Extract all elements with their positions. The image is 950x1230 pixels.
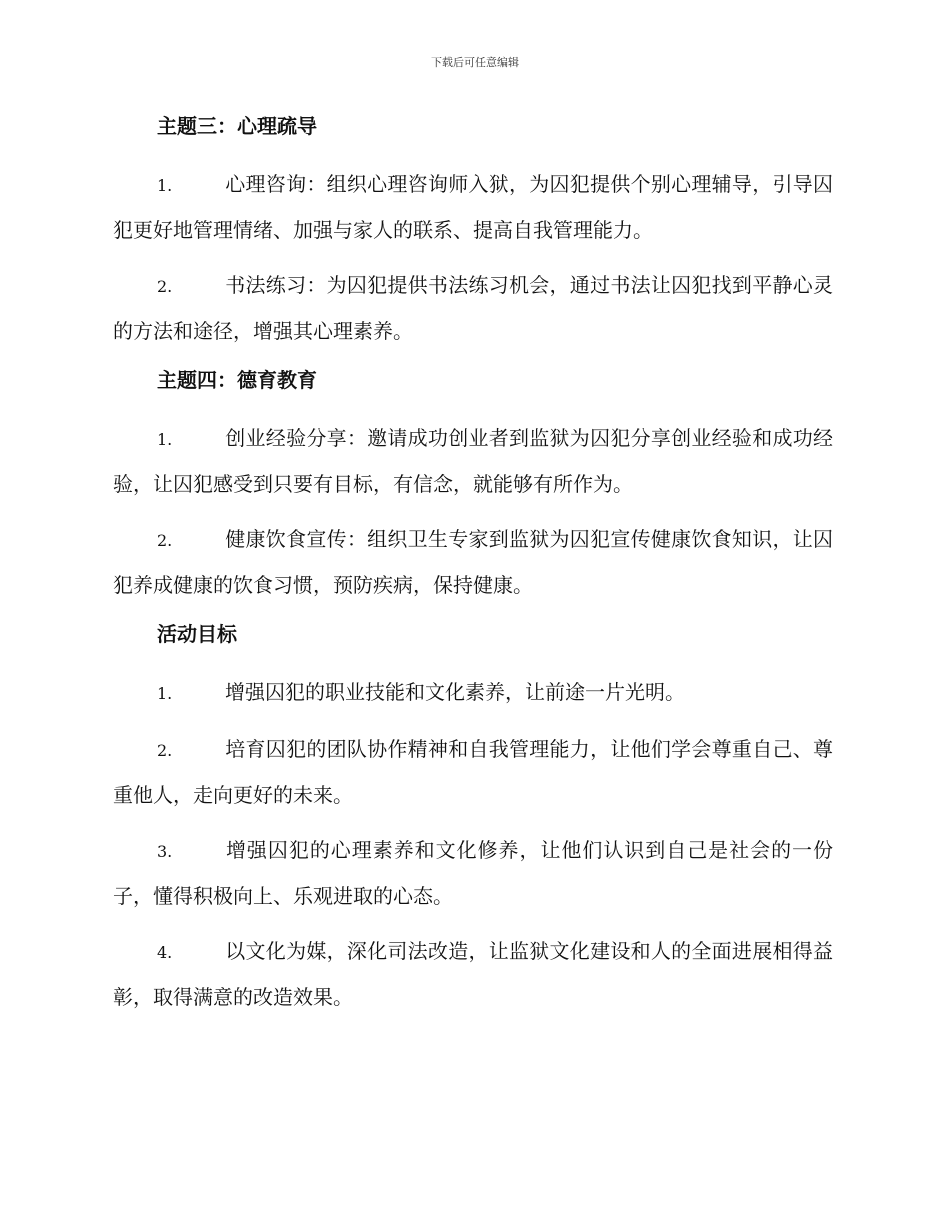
list-item	[113, 929, 833, 1019]
section-heading: 活动目标	[157, 622, 237, 646]
list-item-text: 心理咨询：组织心理咨询师入狱，为囚犯提供个别心理辅导，引导囚犯更好地管理情绪、加强与家人的联系、提高自我管理能力。	[113, 172, 833, 242]
list-item	[113, 670, 833, 716]
list-item-text: 培育囚犯的团队协作精神和自我管理能力，让他们学会尊重自己、尊重他人，走向更好的未来。	[113, 737, 833, 807]
list-item	[113, 162, 833, 252]
list-item-number: 1.	[157, 176, 173, 195]
list-item-number: 3.	[157, 842, 173, 861]
section-heading: 主题三：心理疏导	[157, 114, 317, 138]
list-item-text: 健康饮食宣传：组织卫生专家到监狱为囚犯宣传健康饮食知识，让囚犯养成健康的饮食习惯，预防疾病，保持健康。	[113, 527, 833, 597]
section-heading: 主题四：德育教育	[157, 368, 317, 392]
list-item	[113, 263, 833, 353]
list-item-number: 1.	[157, 684, 173, 703]
document-body	[113, 110, 833, 1030]
list-item-number: 2.	[157, 741, 173, 760]
list-item	[113, 828, 833, 918]
list-item	[113, 517, 833, 607]
list-item-text: 增强囚犯的心理素养和文化修养，让他们认识到自己是社会的一份子，懂得积极向上、乐观进取的心态。	[113, 838, 833, 908]
list-item-text: 以文化为媒，深化司法改造，让监狱文化建设和人的全面进展相得益彰，取得满意的改造效果。	[113, 939, 833, 1009]
list-item-text: 创业经验分享：邀请成功创业者到监狱为囚犯分享创业经验和成功经验，让囚犯感受到只要有目标，有信念，就能够有所作为。	[113, 426, 833, 496]
list-item-number: 4.	[157, 943, 173, 962]
list-item-number: 1.	[157, 430, 173, 449]
header-note: 下载后可任意编辑	[431, 56, 519, 69]
list-item-text: 增强囚犯的职业技能和文化素养，让前途一片光明。	[225, 680, 685, 704]
list-item-text: 书法练习：为囚犯提供书法练习机会，通过书法让囚犯找到平静心灵的方法和途径，增强其心理素养。	[113, 273, 833, 343]
list-item-number: 2.	[157, 531, 173, 550]
list-item	[113, 727, 833, 817]
list-item	[113, 416, 833, 506]
list-item-number: 2.	[157, 277, 173, 296]
